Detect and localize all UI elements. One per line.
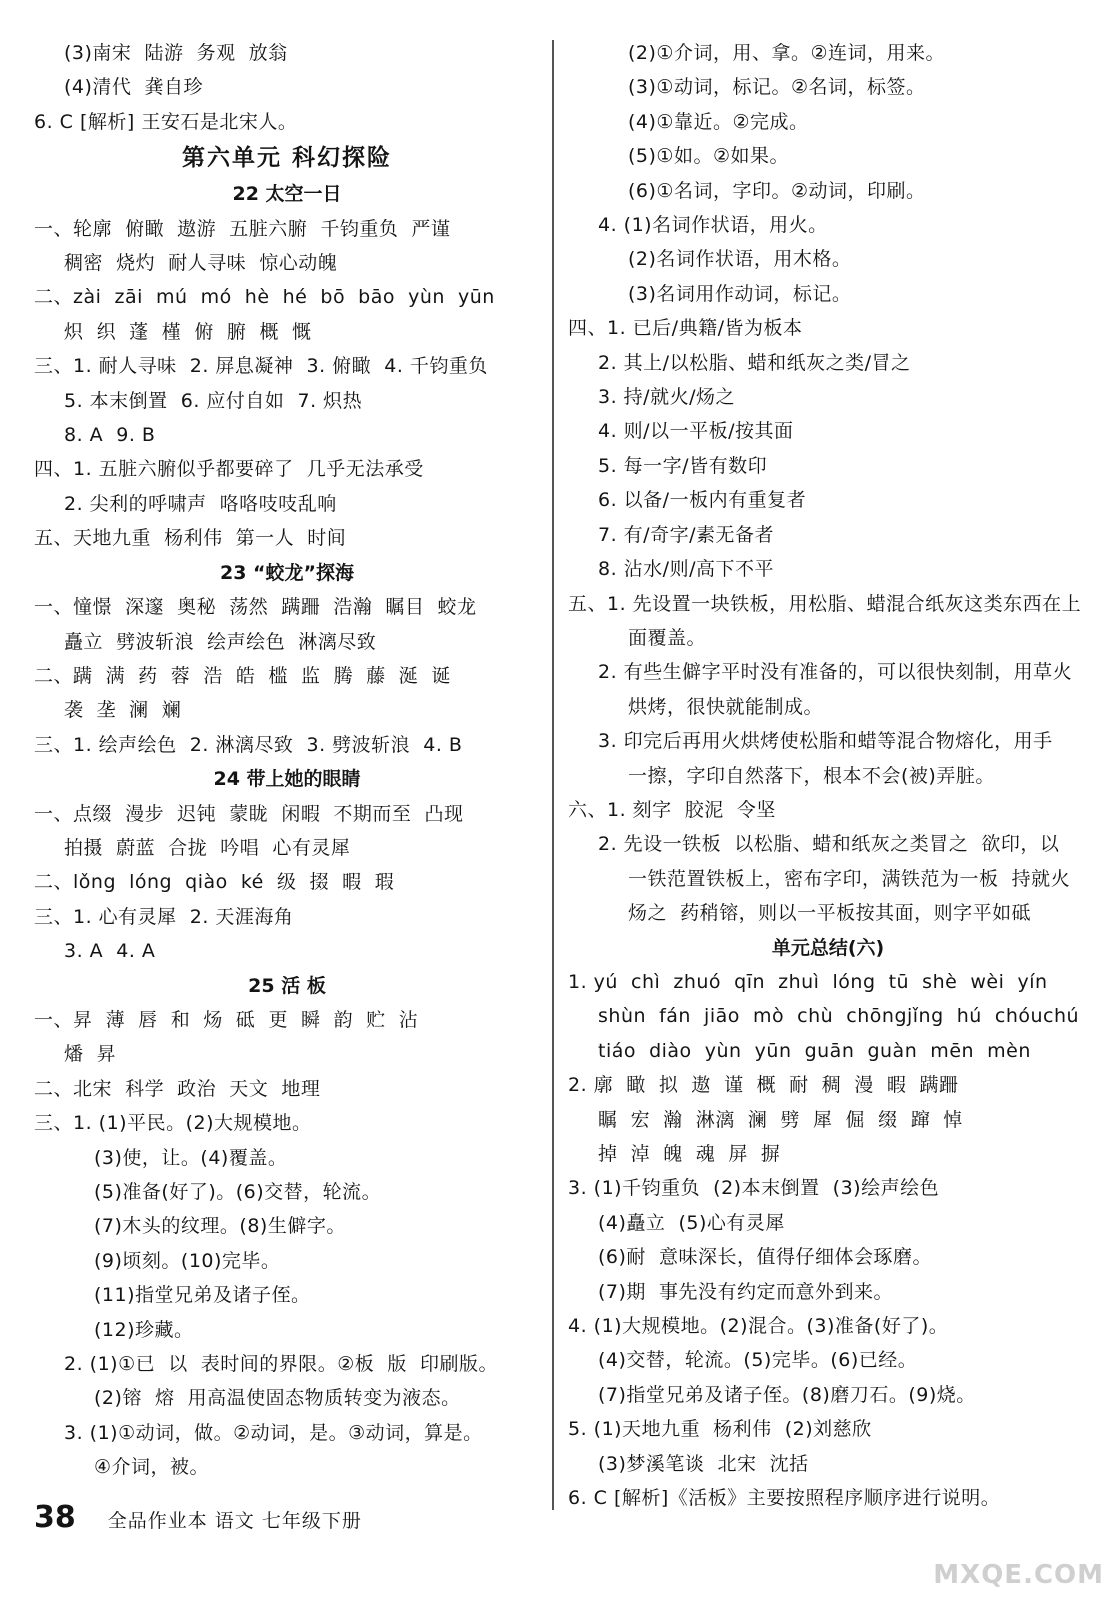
answer-line: (4)清代 龚自珍	[64, 76, 203, 99]
lesson-title-23: 23 “蛟龙”探海	[219, 561, 355, 584]
lesson-title-22: 22 太空一日	[232, 183, 342, 206]
answer-line: (12)珍藏。	[94, 1318, 194, 1341]
answer-line: (2)镕 熔 用高温使固态物质转变为液态。	[94, 1387, 461, 1410]
answer-line: 2. 有些生僻字平时没有准备的，可以很快刻制，用草火	[598, 661, 1073, 684]
answer-line: (6)①名词，字印。②动词，印刷。	[628, 179, 926, 202]
answer-line: 炀之 药稍镕，则以一平板按其面，则字平如砥	[628, 902, 1032, 925]
answer-line: tiáo diào yùn yūn guān guàn mēn mèn	[598, 1039, 1031, 1062]
answer-line: 袭 垄 澜 斓	[64, 699, 182, 722]
answer-line: 6. C [解析]《活板》主要按照程序顺序进行说明。	[568, 1487, 1001, 1510]
answer-line: 面覆盖。	[628, 626, 707, 649]
answer-line: 六、1. 刻字 胶泥 令坚	[568, 798, 776, 821]
watermark: MXQE.COM	[933, 1560, 1104, 1590]
answer-line: 二、lǒng lóng qiào ké 级 掇 暇 瑕	[34, 871, 395, 894]
answer-line: 四、1. 已后/典籍/皆为板本	[568, 317, 803, 340]
answer-line: 4. 则/以一平板/按其面	[598, 420, 794, 443]
book-title: 全品作业本 语文 七年级下册	[107, 1510, 362, 1532]
answer-line: 3. (1)①动词，做。②动词，是。③动词，算是。	[64, 1421, 483, 1444]
answer-line: ④介词，被。	[94, 1456, 210, 1479]
column-divider	[552, 40, 554, 1510]
answer-line: 6. C [解析] 王安石是北宋人。	[34, 110, 298, 133]
answer-line: (4)①靠近。②完成。	[628, 110, 809, 133]
answer-line: 5. 本末倒置 6. 应付自如 7. 炽热	[64, 389, 363, 412]
answer-line: 2. 尖利的呼啸声 咯咯吱吱乱响	[64, 492, 337, 515]
answer-line: 三、1. (1)平民。(2)大规模地。	[34, 1112, 312, 1135]
answer-line: 一、点缀 漫步 迟钝 蒙眬 闲暇 不期而至 凸现	[34, 802, 464, 825]
answer-line: 燔 昇	[64, 1043, 117, 1066]
answer-line: 瞩 宏 瀚 淋漓 澜 劈 犀 倔 缀 蹿 悼	[598, 1108, 963, 1131]
answer-line: (3)使，让。(4)覆盖。	[94, 1146, 288, 1169]
answer-line: 4. (1)大规模地。(2)混合。(3)准备(好了)。	[568, 1315, 949, 1338]
answer-line: 8. 沾水/则/高下不平	[598, 558, 774, 581]
answer-line: 3. A 4. A	[64, 940, 156, 963]
answer-line: 6. 以备/一板内有重复者	[598, 489, 807, 512]
unit-summary-title: 单元总结(六)	[771, 936, 885, 959]
answer-line: 矗立 劈波斩浪 绘声绘色 淋漓尽致	[64, 630, 377, 653]
lesson-title-24: 24 带上她的眼睛	[213, 768, 361, 791]
answer-line: 2. (1)①已 以 表时间的界限。②板 版 印刷版。	[64, 1353, 498, 1376]
answer-line: 三、1. 耐人寻味 2. 屏息凝神 3. 俯瞰 4. 千钧重负	[34, 355, 488, 378]
answer-line: 2. 廓 瞰 拟 遨 谨 概 耐 稠 漫 暇 蹒跚	[568, 1074, 959, 1097]
answer-line: (3)梦溪笔谈 北宋 沈括	[598, 1452, 809, 1475]
answer-line: (3)①动词，标记。②名词，标签。	[628, 76, 926, 99]
answer-line: 3. 印完后再用火烘烤使松脂和蜡等混合物熔化，用手	[598, 730, 1053, 753]
answer-line: 3. 持/就火/炀之	[598, 386, 735, 409]
answer-line: (4)矗立 (5)心有灵犀	[598, 1211, 785, 1234]
answer-line: 稠密 烧灼 耐人寻味 惊心动魄	[64, 252, 338, 275]
answer-line: 拍摄 蔚蓝 合拢 吟唱 心有灵犀	[64, 836, 351, 859]
answer-line: (2)名词作状语，用木格。	[628, 248, 852, 271]
answer-line: 4. (1)名词作状语，用火。	[598, 214, 828, 237]
answer-line: (6)耐 意味深长，值得仔细体会琢磨。	[598, 1246, 932, 1269]
answer-line: 五、天地九重 杨利伟 第一人 时间	[34, 527, 347, 550]
left-column	[34, 36, 540, 1485]
answer-line: 二、蹒 满 药 蓉 浩 皓 槛 监 腾 藤 涎 诞	[34, 664, 451, 687]
answer-line: 烘烤，很快就能制成。	[628, 695, 824, 718]
answer-line: 5. (1)天地九重 杨利伟 (2)刘慈欣	[568, 1418, 872, 1441]
answer-line: 5. 每一字/皆有数印	[598, 454, 768, 477]
answer-line: 四、1. 五脏六腑似乎都要碎了 几乎无法承受	[34, 458, 424, 481]
answer-line: 一铁范置铁板上，密布字印，满铁范为一板 持就火	[628, 867, 1071, 890]
answer-line: (5)①如。②如果。	[628, 145, 789, 168]
answer-line: 掉 淖 魄 魂 屏 摒	[598, 1143, 781, 1165]
answer-line: 一、轮廓 俯瞰 遨游 五脏六腑 千钧重负 严谨	[34, 217, 451, 240]
answer-line: (5)准备(好了)。(6)交替，轮流。	[94, 1181, 382, 1203]
answer-line: (3)名词用作动词，标记。	[628, 282, 852, 305]
lesson-title-25: 25 活 板	[248, 974, 326, 997]
answer-line: 二、北宋 科学 政治 天文 地理	[34, 1077, 321, 1100]
answer-line: 一、昇 薄 唇 和 炀 砥 更 瞬 韵 贮 沾	[34, 1008, 419, 1031]
answer-line: 五、1. 先设置一块铁板，用松脂、蜡混合纸灰这类东西在上	[568, 592, 1082, 615]
answer-line: (3)南宋 陆游 务观 放翁	[64, 42, 288, 64]
unit-title: 第六单元 科幻探险	[181, 145, 392, 172]
answer-line: shùn fán jiāo mò chù chōngjǐng hú chóuchú	[598, 1005, 1080, 1028]
answer-line: 1. yú chì zhuó qīn zhuì lóng tū shè wèi yín	[568, 970, 1048, 993]
answer-line: 一擦，字印自然落下，根本不会(被)弄脏。	[628, 764, 995, 787]
page-number: 38	[34, 1500, 76, 1535]
answer-line: 二、zài zāi mú mó hè hé bō bāo yùn yūn	[34, 286, 495, 309]
answer-line: (4)交替，轮流。(5)完毕。(6)已经。	[598, 1349, 918, 1372]
answer-line: 三、1. 绘声绘色 2. 淋漓尽致 3. 劈波斩浪 4. B	[34, 733, 463, 756]
answer-line: 7. 有/奇字/素无备者	[598, 523, 774, 546]
answer-line: 8. A 9. B	[64, 424, 156, 447]
answer-line: 2. 其上/以松脂、蜡和纸灰之类/冒之	[598, 351, 911, 374]
answer-line: (7)指堂兄弟及诸子侄。(8)磨刀石。(9)烧。	[598, 1383, 976, 1406]
answer-line: (2)①介词，用、拿。②连词，用来。	[628, 42, 945, 64]
right-column	[568, 36, 1088, 1515]
answer-line: (7)期 事先没有约定而意外到来。	[598, 1280, 893, 1303]
answer-line: 一、憧憬 深邃 奥秘 荡然 蹒跚 浩瀚 瞩目 蛟龙	[34, 596, 477, 619]
answer-line: 3. (1)千钧重负 (2)本末倒置 (3)绘声绘色	[568, 1177, 940, 1200]
answer-line: (9)顷刻。(10)完毕。	[94, 1249, 281, 1272]
page-footer	[34, 1500, 362, 1535]
answer-line: 三、1. 心有灵犀 2. 天涯海角	[34, 905, 294, 928]
answer-line: 炽 织 蓬 槿 俯 腑 概 慨	[64, 320, 312, 343]
answer-line: 2. 先设一铁板 以松脂、蜡和纸灰之类冒之 欲印，以	[598, 833, 1060, 856]
answer-line: (7)木头的纹理。(8)生僻字。	[94, 1215, 346, 1238]
answer-line: (11)指堂兄弟及诸子侄。	[94, 1284, 311, 1307]
